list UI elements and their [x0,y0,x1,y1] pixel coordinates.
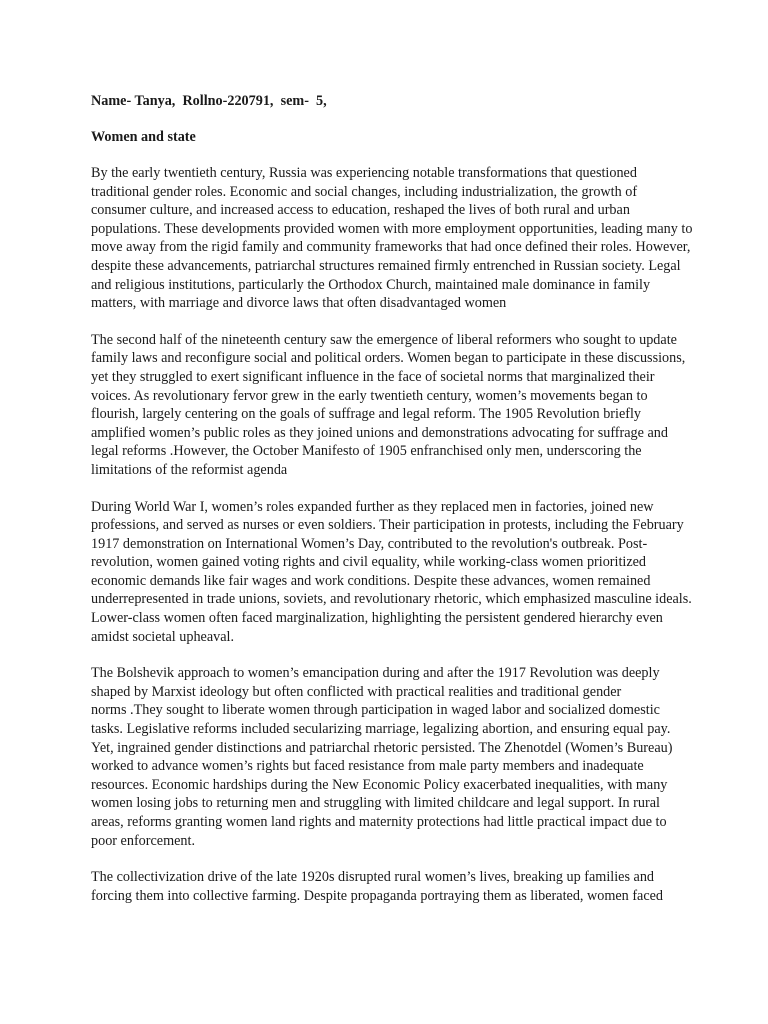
text-line: and religious institutions, particularly the Orthodox Church, maintained male dominance in family [91,276,651,293]
text-line: family laws and reconfigure social and political orders. Women began to participate in these discussions, [91,350,686,367]
text-line: move away from the rigid family and community frameworks that had once defined their roles. However, [91,239,691,256]
paragraph-3 [91,498,692,647]
text-line: The Bolshevik approach to women’s emancipation during and after the 1917 Revolution was deeply [91,665,660,682]
text-line: worked to advance women’s rights but faced resistance from male party members and inadequate [91,758,644,775]
text-line: norms .They sought to liberate women through participation in waged labor and socialized domestic [91,702,660,719]
text-line: amplified women’s public roles as they joined unions and demonstrations advocating for suffrage and [91,424,668,441]
text-line: 1917 demonstration on International Women’s Day, contributed to the revolution's outbreak. Post- [91,535,648,552]
text-line: underrepresented in trade unions, soviets, and revolutionary rhetoric, which emphasized masculine ideals. [91,591,692,608]
text-line: forcing them into collective farming. Despite propaganda portraying them as liberated, women faced [91,887,664,904]
paragraph-4 [91,664,679,850]
text-line: economic demands like fair wages and work conditions. Despite these advances, women remained [91,572,651,589]
document-body [91,92,693,923]
text-line: despite these advancements, patriarchal structures remained firmly entrenched in Russian society. Legal [91,257,681,274]
text-line: Lower-class women often faced marginalization, highlighting the persistent gendered hierarchy even [91,610,663,627]
paragraph-list [91,164,693,905]
text-line: revolution, women gained voting rights and civil equality, while working-class women prioritized [91,554,647,571]
text-line: The second half of the nineteenth century saw the emergence of liberal reformers who sought to update [91,331,677,348]
text-line: poor enforcement. [91,832,195,849]
text-line: amidst societal upheaval. [91,628,235,645]
paragraph-1 [91,164,693,313]
text-line: professions, and served as nurses or even soldiers. Their participation in protests, including the February [91,517,684,534]
text-line: tasks. Legislative reforms included secularizing marriage, legalizing abortion, and ensuring equal pay. [91,721,671,738]
text-line: areas, reforms granting women land rights and maternity protections had little practical impact due to [91,814,667,830]
page-title: Women and state [91,129,196,145]
student-info-header: Name- Tanya, Rollno-220791, sem- 5, [91,93,327,109]
text-line: flourish, largely centering on the goals of suffrage and legal reform. The 1905 Revolution briefly [91,406,642,423]
text-line: yet they struggled to exert significant influence in the face of societal norms that marginalized their [91,368,655,385]
text-line: The collectivization drive of the late 1920s disrupted rural women’s lives, breaking up families and [91,869,655,886]
text-line: women losing jobs to returning men and struggling with limited childcare and legal support. In rural [91,795,660,812]
text-line: shaped by Marxist ideology but often conflicted with practical realities and traditional gender [91,683,622,700]
text-line: traditional gender roles. Economic and social changes, including industrialization, the growth of [91,183,638,200]
text-line: legal reforms .However, the October Manifesto of 1905 enfranchised only men, underscoring the [91,443,642,460]
text-line: populations. These developments provided women with more employment opportunities, leading many to [91,220,693,237]
text-line: consumer culture, and increased access to education, reshaped the lives of both rural and urban [91,202,630,219]
text-line: During World War I, women’s roles expanded further as they replaced men in factories, joined new [91,498,654,515]
text-line: voices. As revolutionary fervor grew in the early twentieth century, women’s movements began to [91,387,648,404]
text-line: Yet, ingrained gender distinctions and patriarchal rhetoric persisted. The Zhenotdel (Women’s Bureau) [91,739,673,756]
text-line: limitations of the reformist agenda [91,461,288,478]
text-line: resources. Economic hardships during the New Economic Policy exacerbated inequalities, with many [91,776,668,793]
text-line: matters, with marriage and divorce laws that often disadvantaged women [91,295,507,312]
paragraph-5 [91,868,679,905]
paragraph-2 [91,331,686,480]
text-line: By the early twentieth century, Russia was experiencing notable transformations that questioned [91,165,637,181]
